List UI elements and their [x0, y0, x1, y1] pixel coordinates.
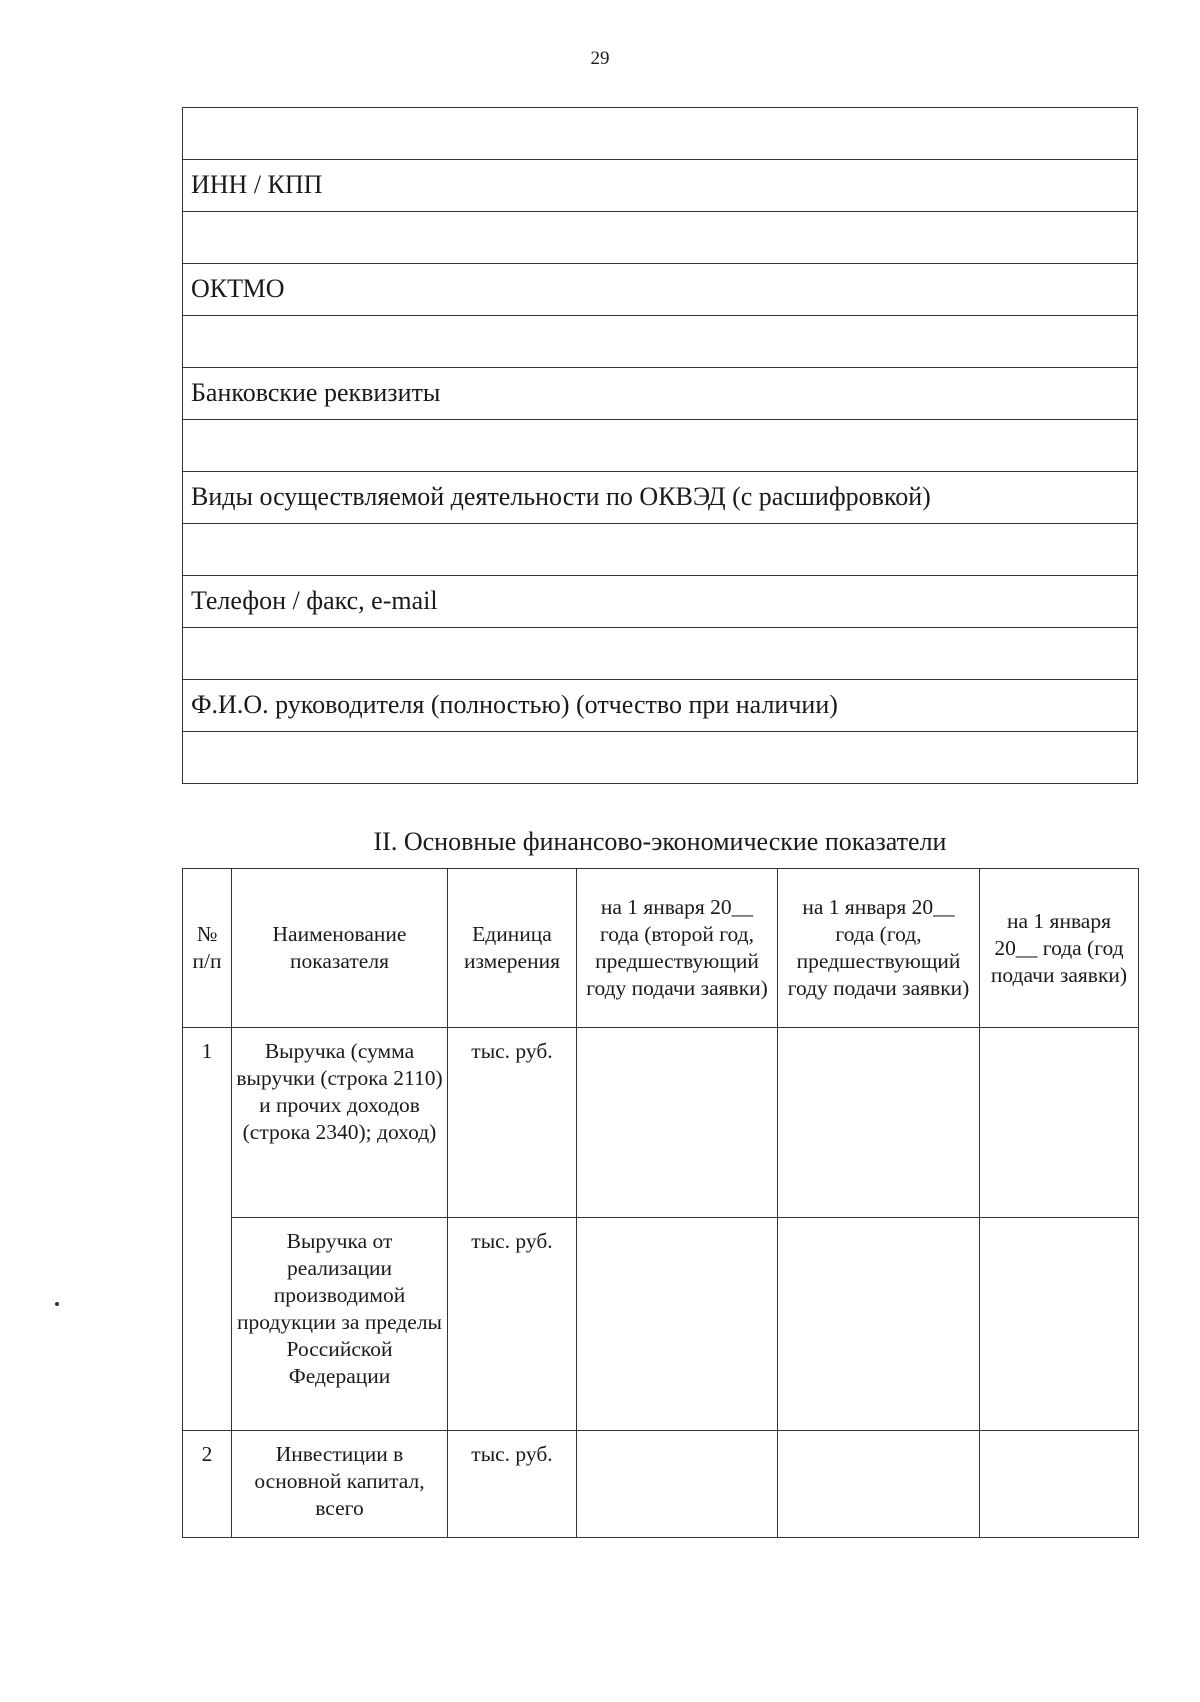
requisites-table — [182, 107, 1138, 784]
requisites-row — [183, 472, 1138, 524]
row-unit: тыс. руб. — [448, 1218, 577, 1431]
table-row — [183, 1028, 1139, 1218]
value-cell — [980, 1028, 1139, 1218]
requisites-field — [183, 628, 1138, 680]
row-name: Выручка (сумма выручки (строка 2110) и прочих доходов (строка 2340); доход) — [232, 1028, 448, 1218]
value-cell — [778, 1431, 980, 1538]
requisites-field — [183, 212, 1138, 264]
requisites-row — [183, 160, 1138, 212]
table-row — [183, 1218, 1139, 1431]
scan-speck — [55, 1302, 59, 1306]
requisites-field — [183, 108, 1138, 160]
requisites-row — [183, 212, 1138, 264]
value-cell — [577, 1028, 778, 1218]
requisites-row — [183, 732, 1138, 784]
header-year-minus-2: на 1 января 20__ года (второй год, предшествующий году подачи заявки) — [577, 869, 778, 1028]
requisites-field — [183, 524, 1138, 576]
value-cell — [778, 1218, 980, 1431]
header-unit: Единица измерения — [448, 869, 577, 1028]
requisites-row — [183, 316, 1138, 368]
value-cell — [980, 1431, 1139, 1538]
row-unit: тыс. руб. — [448, 1431, 577, 1538]
requisites-row — [183, 576, 1138, 628]
header-name: Наименование показателя — [232, 869, 448, 1028]
value-cell — [778, 1028, 980, 1218]
requisites-row — [183, 680, 1138, 732]
financial-indicators-table — [182, 868, 1139, 1538]
requisites-label-bank: Банковские реквизиты — [183, 368, 1138, 420]
requisites-row — [183, 420, 1138, 472]
header-application-year: на 1 января 20__ года (год подачи заявки) — [980, 869, 1139, 1028]
header-year-minus-1: на 1 января 20__ года (год, предшествующий году подачи заявки) — [778, 869, 980, 1028]
requisites-field — [183, 732, 1138, 784]
requisites-row — [183, 524, 1138, 576]
requisites-label-oktmo: ОКТМО — [183, 264, 1138, 316]
row-name: Инвестиции в основной капитал, всего — [232, 1431, 448, 1538]
requisites-label-director: Ф.И.О. руководителя (полностью) (отчество при наличии) — [183, 680, 1138, 732]
row-num: 2 — [183, 1431, 232, 1538]
requisites-field — [183, 316, 1138, 368]
section-title: II. Основные финансово-экономические показатели — [373, 827, 947, 856]
requisites-row — [183, 264, 1138, 316]
requisites-label-phone: Телефон / факс, e-mail — [183, 576, 1138, 628]
row-num: 1 — [183, 1028, 232, 1431]
requisites-field — [183, 420, 1138, 472]
value-cell — [980, 1218, 1139, 1431]
requisites-row — [183, 628, 1138, 680]
requisites-row — [183, 368, 1138, 420]
requisites-row — [183, 108, 1138, 160]
value-cell — [577, 1431, 778, 1538]
table-row — [183, 1431, 1139, 1538]
page-number: 29 — [590, 48, 610, 69]
requisites-label-inn-kpp: ИНН / КПП — [183, 160, 1138, 212]
requisites-label-okved: Виды осуществляемой деятельности по ОКВЭД (с расшифровкой) — [183, 472, 1138, 524]
header-num: № п/п — [183, 869, 232, 1028]
row-name: Выручка от реализации производимой продукции за пределы Российской Федерации — [232, 1218, 448, 1431]
table-header-row — [183, 869, 1139, 1028]
row-unit: тыс. руб. — [448, 1028, 577, 1218]
value-cell — [577, 1218, 778, 1431]
